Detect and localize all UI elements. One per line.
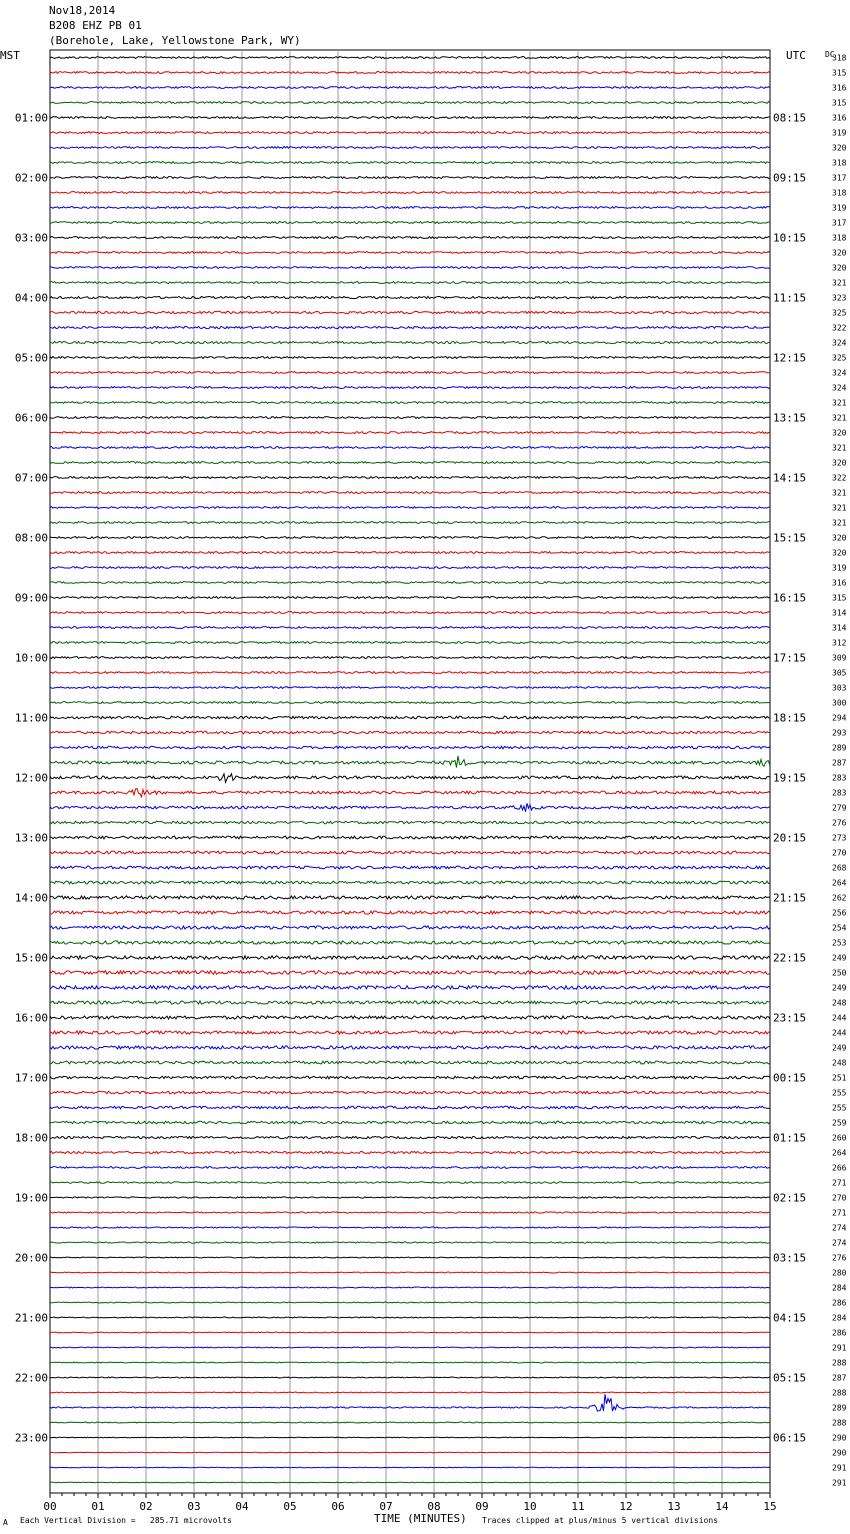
- dc-offset-label: 314: [832, 608, 847, 618]
- dc-offset-label: 324: [832, 368, 847, 378]
- seismogram-trace: [50, 716, 770, 719]
- right-timezone-label: UTC: [786, 49, 806, 62]
- mst-hour-label: 04:00: [14, 291, 48, 305]
- seismogram-trace: [50, 911, 770, 914]
- x-tick-label: 03: [187, 1500, 201, 1513]
- dc-offset-label: 321: [832, 503, 847, 513]
- seismogram-trace: [50, 1347, 770, 1348]
- dc-offset-label: 324: [832, 383, 847, 393]
- utc-hour-label: 14:15: [773, 471, 807, 485]
- utc-hour-label: 08:15: [773, 111, 807, 125]
- seismogram-trace: [50, 731, 770, 734]
- utc-hour-label: 03:15: [773, 1251, 807, 1265]
- seismogram-trace: [50, 803, 770, 812]
- dc-offset-label: 283: [832, 773, 847, 783]
- mst-hour-label: 17:00: [14, 1071, 48, 1085]
- mst-hour-label: 11:00: [14, 711, 48, 725]
- dc-offset-label: 288: [832, 1358, 847, 1368]
- dc-offset-label: 264: [832, 1148, 847, 1158]
- dc-offset-label: 318: [832, 233, 847, 243]
- seismogram-trace: [50, 881, 770, 884]
- mst-hour-label: 03:00: [14, 231, 48, 245]
- dc-offset-label: 314: [832, 623, 847, 633]
- x-tick-label: 11: [571, 1500, 585, 1513]
- x-tick-label: 07: [379, 1500, 393, 1513]
- seismogram-trace: [50, 1362, 770, 1363]
- seismogram-trace: [50, 1212, 770, 1213]
- seismogram-trace: [50, 866, 770, 869]
- seismogram-trace: [50, 237, 770, 239]
- x-axis-title: TIME (MINUTES): [374, 1512, 467, 1525]
- utc-hour-label: 02:15: [773, 1191, 807, 1205]
- mst-hour-label: 06:00: [14, 411, 48, 425]
- dc-offset-label: 316: [832, 83, 847, 93]
- dc-offset-label: 287: [832, 758, 847, 768]
- seismogram-trace: [50, 1197, 770, 1198]
- dc-offset-label: 249: [832, 983, 847, 993]
- dc-offset-label: 312: [832, 638, 847, 648]
- seismogram-trace: [50, 57, 770, 59]
- dc-offset-label: 279: [832, 803, 847, 813]
- seismogram-trace: [50, 1227, 770, 1228]
- seismogram-trace: [50, 1031, 770, 1034]
- dc-offset-label: 289: [832, 1403, 847, 1413]
- dc-offset-label: 274: [832, 1223, 847, 1233]
- utc-hour-label: 06:15: [773, 1431, 807, 1445]
- seismogram-trace: [50, 597, 770, 599]
- dc-offset-label: 244: [832, 1028, 847, 1038]
- mst-hour-label: 13:00: [14, 831, 48, 845]
- seismogram-trace: [50, 372, 770, 374]
- dc-offset-label: 255: [832, 1088, 847, 1098]
- seismogram-trace: [50, 986, 770, 990]
- dc-offset-label: 318: [832, 53, 847, 63]
- utc-hour-label: 19:15: [773, 771, 807, 785]
- dc-offset-label: 286: [832, 1328, 847, 1338]
- dc-offset-label: 248: [832, 998, 847, 1008]
- seismogram-trace: [50, 1437, 770, 1438]
- dc-offset-label: 321: [832, 488, 847, 498]
- dc-offset-label: 270: [832, 1193, 847, 1203]
- utc-hour-label: 18:15: [773, 711, 807, 725]
- seismogram-trace: [50, 1016, 770, 1019]
- dc-offset-label: 324: [832, 338, 847, 348]
- seismogram-trace: [50, 477, 770, 479]
- dc-offset-label: 320: [832, 428, 847, 438]
- mst-hour-label: 18:00: [14, 1131, 48, 1145]
- seismogram-trace: [50, 311, 770, 313]
- x-tick-label: 15: [763, 1500, 777, 1513]
- dc-offset-label: 288: [832, 1418, 847, 1428]
- seismogram-trace: [50, 222, 770, 224]
- seismogram-trace: [50, 447, 770, 449]
- x-tick-label: 00: [43, 1500, 57, 1513]
- dc-offset-label: 315: [832, 593, 847, 603]
- dc-offset-label: 276: [832, 1253, 847, 1263]
- seismogram-trace: [50, 756, 770, 768]
- seismogram-trace: [50, 1272, 770, 1273]
- seismogram-trace: [50, 567, 770, 569]
- utc-hour-label: 00:15: [773, 1071, 807, 1085]
- dc-offset-label: 322: [832, 473, 847, 483]
- mst-hour-label: 19:00: [14, 1191, 48, 1205]
- dc-offset-label: 322: [832, 323, 847, 333]
- dc-offset-header: DC: [825, 50, 835, 59]
- seismogram-trace: [50, 789, 770, 797]
- dc-offset-label: 253: [832, 938, 847, 948]
- dc-offset-label: 286: [832, 1298, 847, 1308]
- seismogram-trace: [50, 132, 770, 134]
- dc-offset-label: 303: [832, 683, 847, 693]
- dc-offset-label: 321: [832, 443, 847, 453]
- seismogram-trace: [50, 507, 770, 509]
- seismogram-trace: [50, 1452, 770, 1453]
- seismogram-trace: [50, 1482, 770, 1483]
- x-tick-label: 12: [619, 1500, 633, 1513]
- seismogram-trace: [50, 836, 770, 839]
- x-tick-label: 14: [715, 1500, 729, 1513]
- dc-offset-label: 254: [832, 923, 847, 933]
- mst-hour-label: 05:00: [14, 351, 48, 365]
- mst-hour-label: 09:00: [14, 591, 48, 605]
- seismogram-trace: [50, 147, 770, 149]
- dc-offset-label: 320: [832, 248, 847, 258]
- seismogram-trace: [50, 774, 770, 783]
- utc-hour-label: 15:15: [773, 531, 807, 545]
- seismogram-trace: [50, 537, 770, 539]
- dc-offset-label: 274: [832, 1238, 847, 1248]
- clip-note: Traces clipped at plus/minus 5 vertical divisions: [482, 1516, 719, 1525]
- utc-hour-label: 04:15: [773, 1311, 807, 1325]
- utc-hour-label: 21:15: [773, 891, 807, 905]
- dc-offset-label: 323: [832, 293, 847, 303]
- dc-offset-label: 315: [832, 68, 847, 78]
- seismogram-trace: [50, 522, 770, 524]
- mst-hour-label: 16:00: [14, 1011, 48, 1025]
- dc-offset-label: 283: [832, 788, 847, 798]
- mst-hour-label: 12:00: [14, 771, 48, 785]
- dc-offset-label: 293: [832, 728, 847, 738]
- seismogram-trace: [50, 462, 770, 464]
- seismogram-trace: [50, 1076, 770, 1079]
- seismogram-trace: [50, 267, 770, 269]
- seismogram-trace: [50, 1091, 770, 1094]
- seismogram-trace: [50, 1467, 770, 1468]
- utc-hour-label: 05:15: [773, 1371, 807, 1385]
- utc-hour-label: 12:15: [773, 351, 807, 365]
- seismogram-trace: [50, 1257, 770, 1258]
- seismogram-trace: [50, 642, 770, 644]
- mst-hour-label: 07:00: [14, 471, 48, 485]
- mst-hour-label: 14:00: [14, 891, 48, 905]
- dc-offset-label: 319: [832, 128, 847, 138]
- station-location: (Borehole, Lake, Yellowstone Park, WY): [49, 34, 301, 47]
- corner-mark: A: [3, 1518, 8, 1527]
- seismogram-trace: [50, 657, 770, 659]
- utc-hour-label: 11:15: [773, 291, 807, 305]
- dc-offset-label: 290: [832, 1433, 847, 1443]
- station-name: B208 EHZ PB 01: [49, 19, 142, 32]
- mst-hour-label: 02:00: [14, 171, 48, 185]
- seismogram-trace: [50, 1106, 770, 1109]
- seismogram-trace: [50, 357, 770, 359]
- dc-offset-label: 280: [832, 1268, 847, 1278]
- seismogram-trace: [50, 896, 770, 899]
- dc-offset-label: 276: [832, 818, 847, 828]
- dc-offset-label: 249: [832, 1043, 847, 1053]
- utc-hour-label: 13:15: [773, 411, 807, 425]
- dc-offset-label: 288: [832, 1388, 847, 1398]
- seismogram-trace: [50, 432, 770, 434]
- dc-offset-label: 291: [832, 1463, 847, 1473]
- dc-offset-label: 266: [832, 1163, 847, 1173]
- dc-offset-label: 316: [832, 578, 847, 588]
- dc-offset-label: 290: [832, 1448, 847, 1458]
- dc-offset-label: 321: [832, 398, 847, 408]
- seismogram-trace: [50, 1121, 770, 1124]
- dc-offset-label: 317: [832, 173, 847, 183]
- seismogram-trace: [50, 1317, 770, 1318]
- dc-offset-label: 318: [832, 158, 847, 168]
- seismogram-trace: [50, 687, 770, 689]
- seismogram-trace: [50, 552, 770, 554]
- dc-offset-label: 325: [832, 353, 847, 363]
- dc-offset-label: 284: [832, 1283, 847, 1293]
- seismogram-trace: [50, 177, 770, 179]
- dc-offset-label: 320: [832, 458, 847, 468]
- seismogram-trace: [50, 1422, 770, 1423]
- seismogram-trace: [50, 1332, 770, 1333]
- seismogram-trace: [50, 1182, 770, 1184]
- utc-hour-label: 16:15: [773, 591, 807, 605]
- mst-hour-label: 21:00: [14, 1311, 48, 1325]
- x-tick-label: 01: [91, 1500, 105, 1513]
- seismogram-trace: [50, 746, 770, 749]
- seismogram-trace: [50, 387, 770, 389]
- dc-offset-label: 316: [832, 113, 847, 123]
- dc-offset-label: 309: [832, 653, 847, 663]
- x-tick-label: 04: [235, 1500, 249, 1513]
- dc-offset-label: 321: [832, 518, 847, 528]
- seismogram-trace: [50, 207, 770, 209]
- dc-offset-label: 321: [832, 278, 847, 288]
- dc-offset-label: 320: [832, 548, 847, 558]
- utc-hour-label: 17:15: [773, 651, 807, 665]
- dc-offset-label: 315: [832, 98, 847, 108]
- dc-offset-label: 320: [832, 533, 847, 543]
- dc-offset-label: 289: [832, 743, 847, 753]
- scale-value: 285.71 microvolts: [150, 1516, 232, 1525]
- seismogram-trace: [50, 1242, 770, 1243]
- dc-offset-label: 264: [832, 878, 847, 888]
- seismogram-trace: [50, 102, 770, 104]
- dc-offset-label: 268: [832, 863, 847, 873]
- mst-hour-label: 01:00: [14, 111, 48, 125]
- seismogram-trace: [50, 117, 770, 119]
- seismogram-trace: [50, 1394, 770, 1411]
- x-tick-label: 06: [331, 1500, 345, 1513]
- seismogram-trace: [50, 1046, 770, 1049]
- seismogram-trace: [50, 341, 770, 343]
- seismogram-trace: [50, 956, 770, 960]
- dc-offset-label: 291: [832, 1343, 847, 1353]
- mst-hour-label: 15:00: [14, 951, 48, 965]
- seismogram-trace: [50, 492, 770, 494]
- dc-offset-label: 321: [832, 413, 847, 423]
- utc-hour-label: 09:15: [773, 171, 807, 185]
- seismogram-trace: [50, 1151, 770, 1153]
- x-tick-label: 09: [475, 1500, 489, 1513]
- mst-hour-label: 10:00: [14, 651, 48, 665]
- seismogram-trace: [50, 192, 770, 194]
- dc-offset-label: 259: [832, 1118, 847, 1128]
- dc-offset-label: 291: [832, 1478, 847, 1488]
- seismogram-trace: [50, 162, 770, 164]
- seismogram-trace: [50, 72, 770, 74]
- x-tick-label: 13: [667, 1500, 681, 1513]
- plot-date: Nov18,2014: [49, 4, 116, 17]
- dc-offset-label: 273: [832, 833, 847, 843]
- dc-offset-label: 320: [832, 143, 847, 153]
- dc-offset-label: 271: [832, 1208, 847, 1218]
- seismogram-trace: [50, 1061, 770, 1064]
- dc-offset-label: 325: [832, 308, 847, 318]
- seismogram-trace: [50, 702, 770, 704]
- dc-offset-label: 317: [832, 218, 847, 228]
- seismogram-trace: [50, 252, 770, 254]
- mst-hour-label: 22:00: [14, 1371, 48, 1385]
- left-timezone-label: MST: [0, 49, 20, 62]
- seismogram-trace: [50, 1287, 770, 1288]
- seismogram-trace: [50, 582, 770, 584]
- x-tick-label: 10: [523, 1500, 537, 1513]
- dc-offset-label: 318: [832, 188, 847, 198]
- seismogram-trace: [50, 1136, 770, 1138]
- dc-offset-label: 271: [832, 1178, 847, 1188]
- seismogram-trace: [50, 1001, 770, 1004]
- dc-offset-label: 300: [832, 698, 847, 708]
- dc-offset-label: 305: [832, 668, 847, 678]
- seismogram-trace: [50, 672, 770, 674]
- seismogram-trace: [50, 627, 770, 629]
- seismogram-trace: [50, 1302, 770, 1303]
- seismogram-trace: [50, 402, 770, 404]
- seismogram-trace: [50, 612, 770, 614]
- dc-offset-label: 319: [832, 563, 847, 573]
- utc-hour-label: 22:15: [773, 951, 807, 965]
- dc-offset-label: 251: [832, 1073, 847, 1083]
- utc-hour-label: 10:15: [773, 231, 807, 245]
- utc-hour-label: 23:15: [773, 1011, 807, 1025]
- dc-offset-label: 320: [832, 263, 847, 273]
- seismogram-trace: [50, 1167, 770, 1169]
- seismogram-trace: [50, 326, 770, 328]
- dc-offset-label: 255: [832, 1103, 847, 1113]
- seismogram-trace: [50, 282, 770, 284]
- seismogram-trace: [50, 1392, 770, 1393]
- seismogram-trace: [50, 87, 770, 89]
- mst-hour-label: 20:00: [14, 1251, 48, 1265]
- seismogram-trace: [50, 851, 770, 854]
- dc-offset-label: 284: [832, 1313, 847, 1323]
- x-tick-label: 02: [139, 1500, 153, 1513]
- seismogram-trace: [50, 941, 770, 944]
- dc-offset-label: 319: [832, 203, 847, 213]
- seismogram-trace: [50, 821, 770, 824]
- dc-offset-label: 249: [832, 953, 847, 963]
- seismogram-trace: [50, 926, 770, 929]
- dc-offset-label: 270: [832, 848, 847, 858]
- dc-offset-label: 260: [832, 1133, 847, 1143]
- dc-offset-label: 262: [832, 893, 847, 903]
- seismogram-trace: [50, 417, 770, 419]
- dc-offset-label: 244: [832, 1013, 847, 1023]
- dc-offset-label: 294: [832, 713, 847, 723]
- utc-hour-label: 20:15: [773, 831, 807, 845]
- mst-hour-label: 08:00: [14, 531, 48, 545]
- seismogram-trace: [50, 971, 770, 975]
- dc-offset-label: 250: [832, 968, 847, 978]
- mst-hour-label: 23:00: [14, 1431, 48, 1445]
- dc-offset-label: 256: [832, 908, 847, 918]
- scale-prefix: Each Vertical Division =: [20, 1516, 136, 1525]
- utc-hour-label: 01:15: [773, 1131, 807, 1145]
- seismogram-trace: [50, 296, 770, 298]
- dc-offset-label: 287: [832, 1373, 847, 1383]
- seismogram-trace: [50, 1377, 770, 1378]
- dc-offset-label: 248: [832, 1058, 847, 1068]
- x-tick-label: 08: [427, 1500, 441, 1513]
- x-tick-label: 05: [283, 1500, 297, 1513]
